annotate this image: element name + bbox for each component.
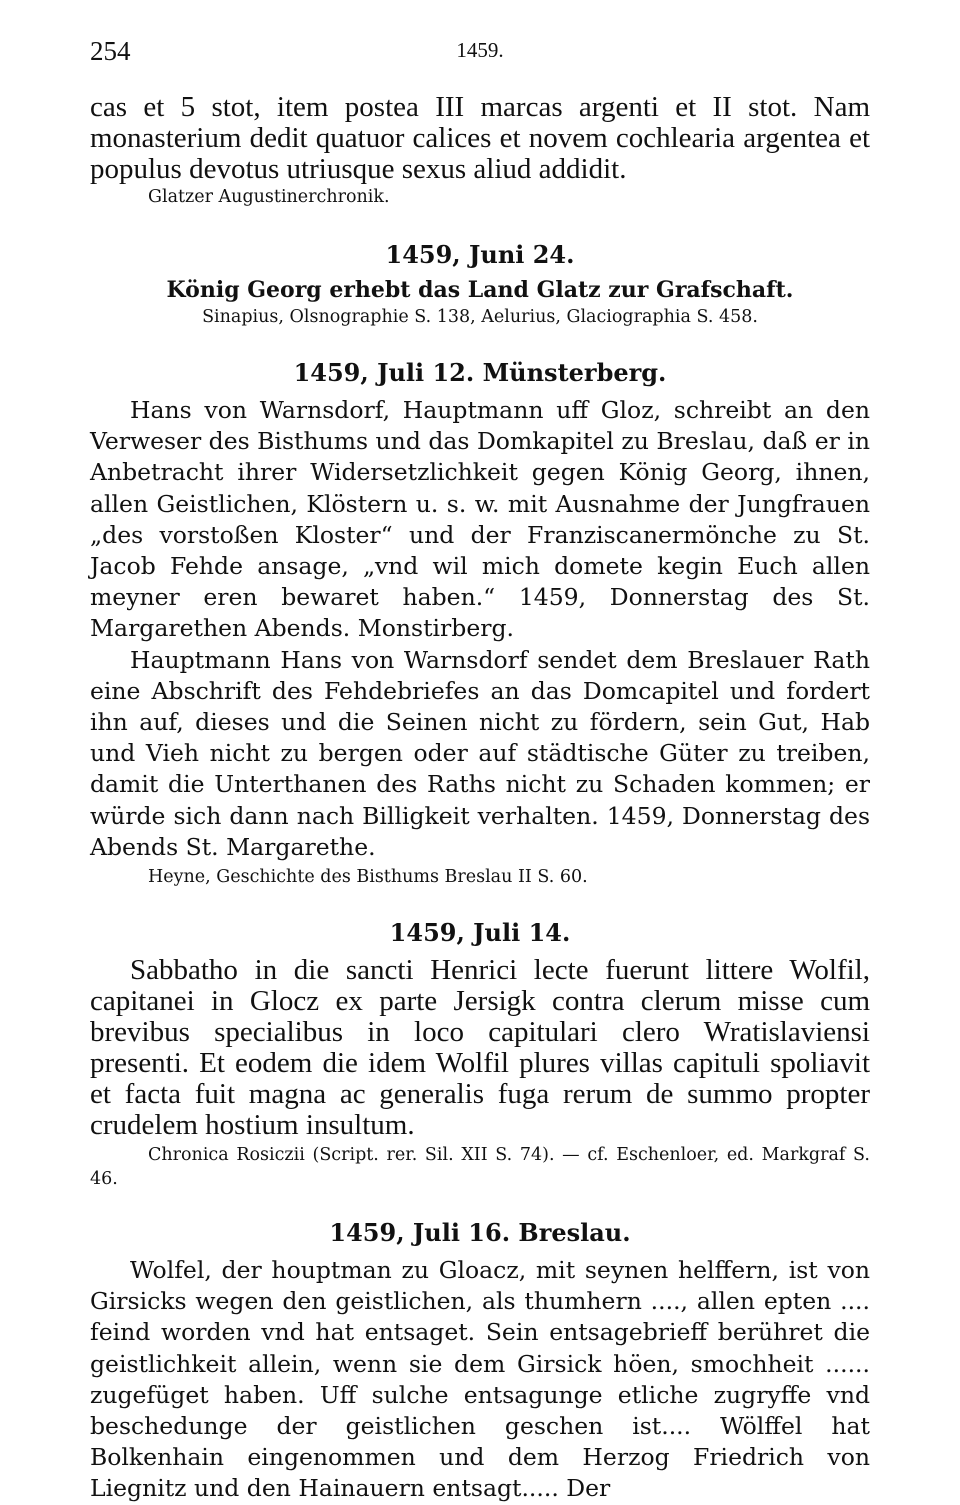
entry-text: Sabbatho in die sancti Henrici lecte fuerunt littere Wolfil, capitanei in Glocz ex parte Jersigk contra clerum misse cum brevibus specialibus in loco capitulari clero Wratislaviensi presenti. Et eodem die idem Wolfil plures villas capituli spoliavit et facta fuit magna ac generalis fuga rerum de summo propter crudelem hostium insultum. [90,954,870,1142]
intro-source: Glatzer Augustinerchronik. [148,187,390,207]
entry-paragraph-2: Hauptmann Hans von Warnsdorf sendet dem Breslauer Rath eine Abschrift des Fehdebriefes an das Domcapitel und fordert ihn auf, dieses und die Seinen nicht zu fördern, sein Gut, Hab und Vieh nicht zu bergen oder auf städtische Güter zu treiben, damit die Unterthanen des Raths nicht zu Schaden kommen; er würde sich dann nach Billigkeit verhalten. 1459, Donnerstag des Abends St. Margarethe. [90,645,870,861]
entry-1459-juli-16 [90,1217,870,1505]
entry-source: Sinapius, Olsnographie S. 138, Aelurius, Glaciographia S. 458. [202,307,758,327]
entry-summary: König Georg erhebt das Land Glatz zur Grafschaft. [166,277,794,303]
entry-source: Heyne, Geschichte des Bisthums Breslau II S. 60. [148,867,588,888]
entry-1459-juli-14 [90,917,870,1191]
entry-heading: 1459, Juli 12. Münsterberg. [293,358,667,387]
running-title: 1459. [456,38,504,62]
entry-1459-juni-24 [90,239,870,329]
entry-text: Wolfel, der houptman zu Gloacz, mit seynen helffern, ist von Girsicks wegen den geistlichen, als thumhern ...., allen epten .... feind worden vnd hat entsaget. Sein entsagebrieff berühret die geistlichkeit allein, wenn sie dem Girsick höen, smochheit ...... zugefüget haben. Uff sulche entsagunge etliche zugryffe vnd beschedunge der geistlichen geschen ist.... Wölffel hat Bolkenhain eingenommen und dem Herzog Friedrich von Liegnitz und den Hainauern entsagt..... Der [90,1256,870,1503]
entry-1459-juli-12 [90,357,870,889]
entry-heading: 1459, Juli 14. [389,918,571,948]
entry-heading: 1459, Juli 16. Breslau. [329,1218,631,1248]
page-header [90,36,870,76]
book-page [90,36,870,1505]
page-number: 254 [90,36,131,66]
entry-paragraph-1: Hans von Warnsdorf, Hauptmann uff Gloz, schreibt an den Verweser des Bisthums und das Domkapitel zu Breslau, daß er in Anbetracht ihrer Widersetzlichkeit gegen König Georg, ihnen, allen Geistlichen, Klöstern u. s. w. mit Ausnahme der Jungfrauen „des vorstoßen Kloster“ und der Franziscanermönche zu St. Jacob Fehde ansage, „vnd wil mich domete kegin Euch allen meyner eren bewaret haben.“ 1459, Donnerstag des St. Margarethen Abends. Monstirberg. [90,396,870,643]
entry-heading: 1459, Juni 24. [385,240,575,269]
entry-source: Chronica Rosiczii (Script. rer. Sil. XII S. 74). — cf. Eschenloer, ed. Markgraf S. 46. [90,1145,870,1190]
intro-text: cas et 5 stot, item postea III marcas argenti et II stot. Nam monasterium dedit quatuor calices et novem cochlearia argentea et populus devotus utriusque sexus aliud addidit. [90,91,870,185]
